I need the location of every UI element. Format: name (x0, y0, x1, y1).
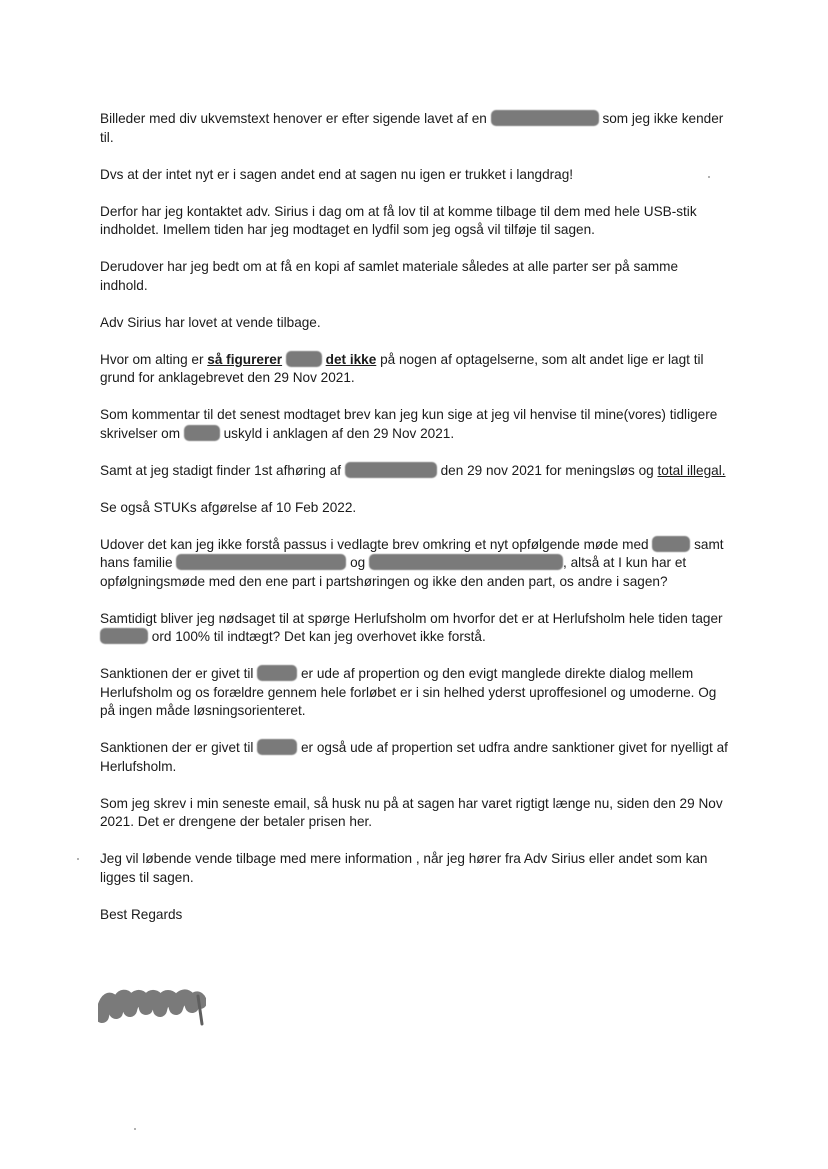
redaction-mark (369, 554, 563, 570)
paragraph-10 (100, 536, 728, 592)
paragraph-3: Derfor har jeg kontaktet adv. Sirius i dag om at få lov til at komme tilbage til dem med hele USB-stik indholdet. Imellem tiden har jeg modtaget en lydfil som jeg også vil tilføje til sagen. (100, 203, 697, 237)
paragraph-12-text-b: er ude af propertion og den evigt manglede direkte dialog mellem Herlufsholm og os forældre gennem hele forløbet er i sin helhed yderst uproffesionel og umoderne. Og på ingen måde løsningsorienteret. (100, 666, 717, 718)
paragraph-8 (100, 462, 728, 481)
redaction-mark (286, 351, 322, 367)
paragraph-1-text-a: Billeder med div ukvemstext henover er efter sigende lavet af en (100, 111, 487, 126)
redaction-mark (257, 739, 297, 755)
paragraph-10-text-d: , altså at I kun har et opfølgningsmøde med den ene part i partshøringen og ikke den anden part, os andre i sagen? (100, 555, 687, 589)
paragraph-10-text-b: samt hans familie (100, 536, 724, 570)
paragraph-1 (100, 110, 728, 147)
paragraph-14: Som jeg skrev i min seneste email, så husk nu på at sagen har varet rigtigt længe nu, siden den 29 Nov 2021. Det er drengene der betaler prisen her. (100, 795, 723, 829)
scan-speck (77, 858, 79, 860)
paragraph-7-text-b: uskyld i anklagen af den 29 Nov 2021. (223, 425, 455, 441)
paragraph-6-underlined-b: det ikke (325, 351, 377, 367)
redaction-mark (652, 536, 690, 552)
paragraph-5: Adv Sirius har lovet at vende tilbage. (100, 314, 321, 330)
paragraph-12-text-a: Sanktionen der er givet til (100, 666, 254, 681)
redaction-mark (257, 665, 297, 681)
letter-body (100, 110, 728, 934)
paragraph-1-text-b: som jeg ikke kender til. (100, 111, 724, 145)
paragraph-13 (100, 739, 728, 776)
redacted-signature (98, 986, 206, 1028)
paragraph-2: Dvs at der intet nyt er i sagen andet end at sagen nu igen er trukket i langdrag! (100, 166, 574, 182)
paragraph-6-text-b: på nogen af optagelserne, som alt andet lige er lagt til grund for anklagebrevet den 29 Nov 2021. (100, 351, 704, 385)
paragraph-9: Se også STUKs afgørelse af 10 Feb 2022. (100, 499, 357, 515)
paragraph-11 (100, 610, 728, 647)
scan-speck (708, 176, 710, 178)
paragraph-10-text-a: Udover det kan jeg ikke forstå passus i vedlagte brev omkring et nyt opfølgende møde med (100, 536, 649, 552)
redaction-mark (184, 425, 220, 441)
scan-speck (134, 1128, 136, 1130)
paragraph-11-text-a: Samtidigt bliver jeg nødsaget til at spørge Herlufsholm om hvorfor det er at Herlufsholm hele tiden tager (100, 610, 723, 626)
paragraph-6 (100, 351, 728, 388)
paragraph-7 (100, 406, 728, 443)
redaction-mark (491, 110, 599, 126)
paragraph-6-text-a: Hvor om alting er (100, 351, 204, 367)
paragraph-6-underlined-a: så figurerer (207, 351, 283, 367)
paragraph-8-text-a: Samt at jeg stadigt finder 1st afhøring af (100, 462, 342, 478)
paragraph-12 (100, 665, 728, 721)
paragraph-11-text-b: ord 100% til indtægt? Det kan jeg overhovet ikke forstå. (151, 629, 486, 644)
paragraph-8-text-b: den 29 nov 2021 for meningsløs og (440, 462, 654, 478)
redaction-mark (176, 554, 346, 570)
redaction-mark (100, 628, 148, 644)
paragraph-8-underlined: total illegal. (657, 462, 726, 478)
paragraph-13-text-b: er også ude af propertion set udfra andre sanktioner givet for nyelligt af Herlufsholm. (100, 740, 728, 774)
paragraph-13-text-a: Sanktionen der er givet til (100, 740, 254, 755)
paragraph-15: Jeg vil løbende vende tilbage med mere information , når jeg hører fra Adv Sirius eller andet som kan ligges til sagen. (100, 851, 708, 885)
paragraph-4: Derudover har jeg bedt om at få en kopi af samlet materiale således at alle parter ser på samme indhold. (100, 259, 679, 293)
paragraph-7-text-a: Som kommentar til det senest modtaget brev kan jeg kun sige at jeg vil henvise til mine(vores) tidligere skrivelser om (100, 407, 718, 441)
paragraph-10-text-c: og (350, 555, 366, 570)
redaction-mark (345, 462, 437, 478)
closing-salutation: Best Regards (100, 906, 183, 922)
